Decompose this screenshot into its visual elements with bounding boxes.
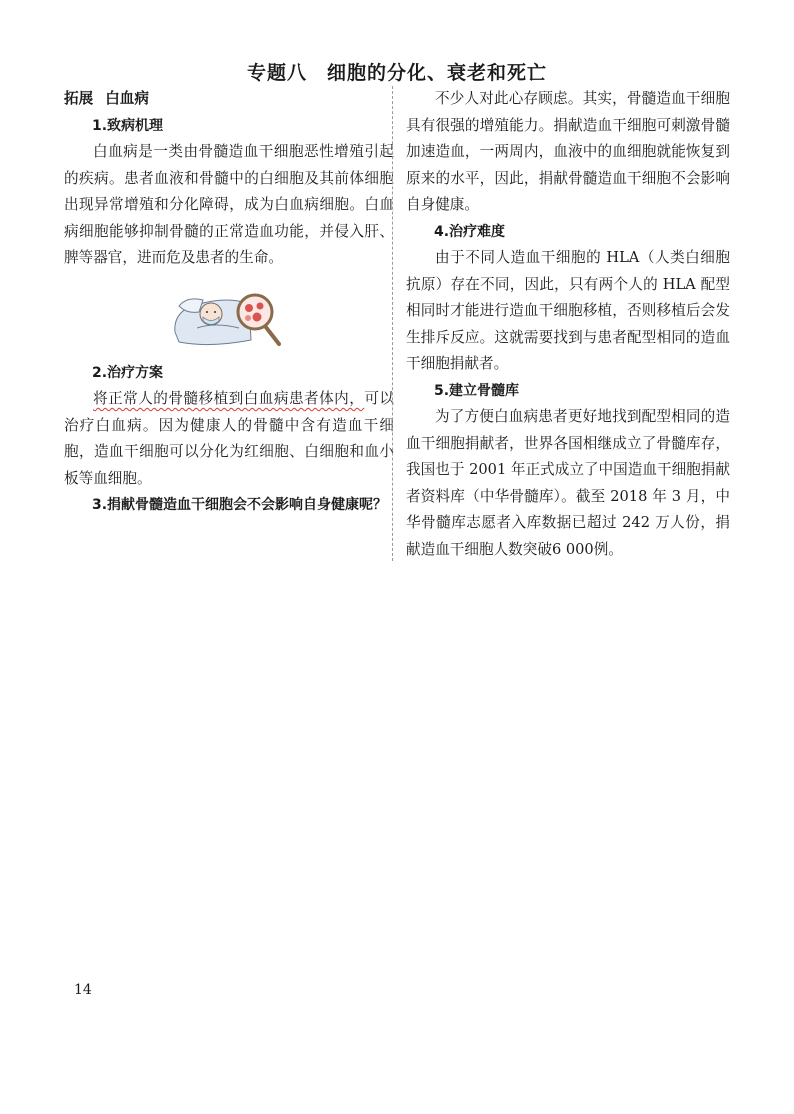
section-heading-difficulty: 4.治疗难度 [434, 223, 506, 240]
left-column [64, 86, 394, 519]
treatment-text-rest: 可以治疗白血病。因为健康人的骨髓中含有造血干细胞，造血干细胞可以分化为红细胞、白细胞和血小板等血细胞。 [64, 390, 394, 487]
section-text-donation: 不少人对此心存顾虑。其实，骨髓造血干细胞具有很强的增殖能力。捐献造血干细胞可刺激骨髓加速造血，一两周内，血液中的血细胞就能恢复到原来的水平，因此，捐献骨髓造血干细胞不会影响自身健康。 [406, 90, 730, 213]
section-text-difficulty: 由于不同人造血干细胞的 HLA（人类白细胞抗原）存在不同，因此，只有两个人的 HLA 配型相同时才能进行造血干细胞移植，否则移植后会发生排斥反应。这就需要找到与患者配型相同的造血干细胞捐献者。 [406, 249, 730, 372]
extension-header [64, 86, 394, 113]
section-heading-donation: 3.捐献骨髓造血干细胞会不会影响自身健康呢？ [92, 497, 388, 513]
page-number: 14 [74, 982, 92, 998]
page-title: 专题八 细胞的分化、衰老和死亡 [246, 62, 547, 84]
column-divider [392, 86, 393, 561]
section-heading-bank: 5.建立骨髓库 [434, 382, 520, 399]
patient-illustration [169, 282, 289, 350]
section-text-pathogenesis: 白血病是一类由骨髓造血干细胞恶性增殖引起的疾病。患者血液和骨髓中的白细胞及其前体细胞出现异常增殖和分化障碍，成为白血病细胞。白血病细胞能够抑制骨髓的正常造血功能，并侵入肝、脾等器官，进而危及患者的生命。 [64, 143, 394, 266]
extension-label: 拓展 [64, 90, 94, 107]
section-text-bank: 为了方便白血病患者更好地找到配型相同的造血干细胞捐献者，世界各国相继成立了骨髓库存，我国也于 2001 年正式成立了中国造血干细胞捐献者资料库（中华骨髓库）。截至 2018 年 3 月，中华骨髓库志愿者入库数据已超过 242 万人份，捐献造血干细胞人数突破6 000例。 [406, 408, 730, 558]
treatment-highlight: 将正常人的骨髓移植到白血病患者体内， [93, 390, 365, 407]
section-heading-pathogenesis: 1.致病机理 [92, 117, 164, 134]
right-column [406, 86, 730, 563]
section-text-treatment [64, 386, 394, 492]
extension-topic: 白血病 [105, 90, 149, 107]
section-heading-treatment: 2.治疗方案 [92, 364, 164, 381]
